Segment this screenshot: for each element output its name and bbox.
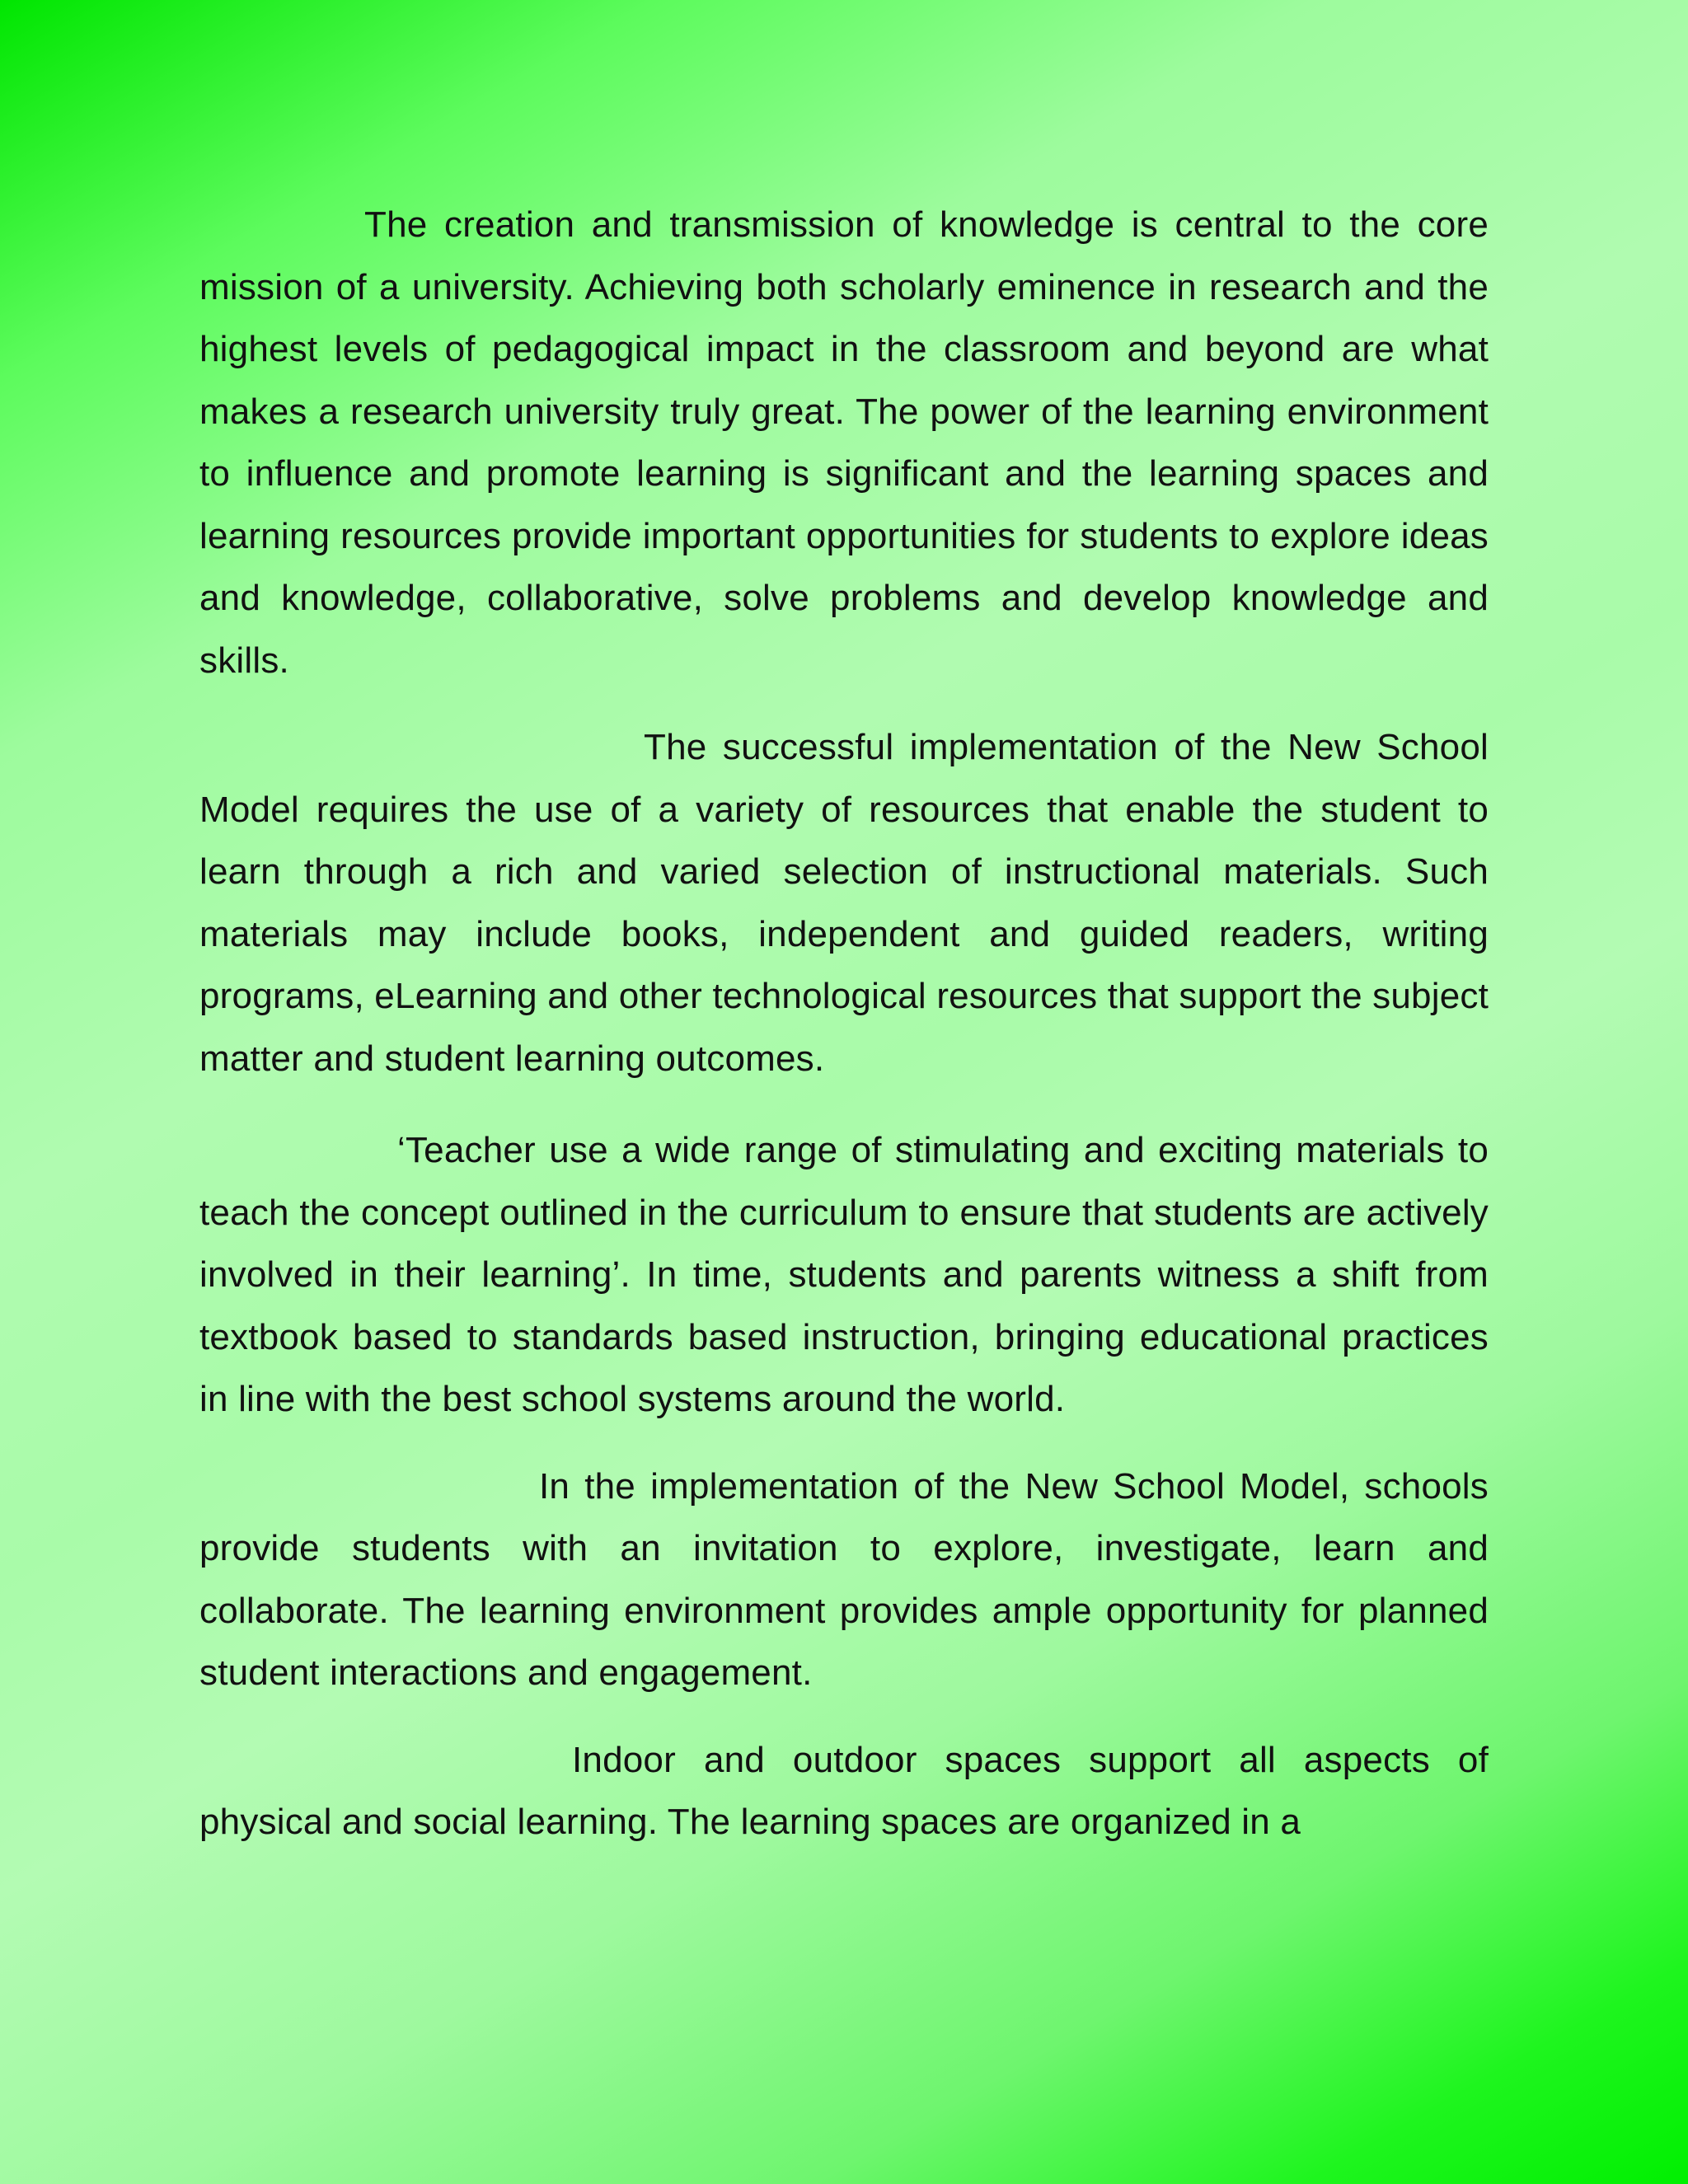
- document-body: [199, 194, 1489, 1878]
- paragraph-implementation-invitation: In the implementation of the New School Model, schools provide students with an invitation to explore, investigate, learn and collaborate. The learning environment provides ample opportunity for planned student interactions and engagement.: [199, 1465, 1489, 1693]
- paragraph-teacher-materials-quote: ‘Teacher use a wide range of stimulating and exciting materials to teach the concept outlined in the curriculum to ensure that students are actively involved in their learning’. In time, students and parents witness a shift from textbook based to standards based instruction, bringing educational practices in line with the best school systems around the world.: [199, 1130, 1489, 1419]
- paragraph-indoor-outdoor-spaces: Indoor and outdoor spaces support all aspects of physical and social learning. The learning spaces are organized in a: [199, 1739, 1489, 1842]
- paragraph-knowledge-mission: The creation and transmission of knowledge is central to the core mission of a university. Achieving both scholarly eminence in research and the highest levels of pedagogical impact in the classroom and beyond are what makes a research university truly great. The power of the learning environment to influence and promote learning is significant and the learning spaces and learning resources provide important opportunities for students to explore ideas and knowledge, collaborative, solve problems and develop knowledge and skills.: [199, 204, 1489, 681]
- paragraph-new-school-model-resources: The successful implementation of the New School Model requires the use of a variety of resources that enable the student to learn through a rich and varied selection of instructional materials. Such materials may include books, independent and guided readers, writing programs, eLearning and other technological resources that support the subject matter and student learning outcomes.: [199, 727, 1489, 1079]
